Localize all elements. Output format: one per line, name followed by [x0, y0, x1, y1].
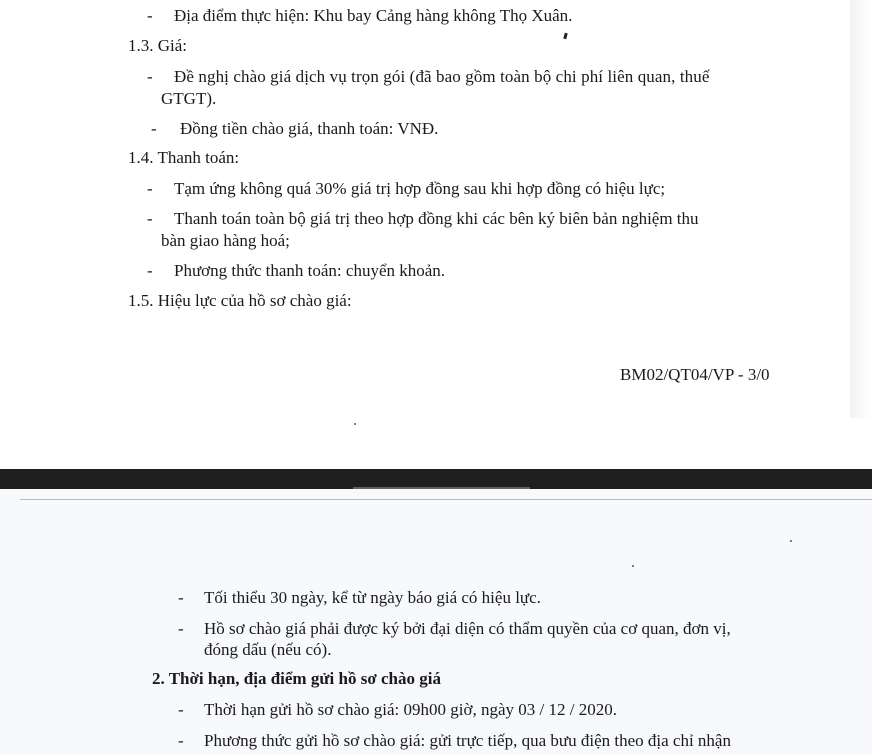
form-code-footer: BM02/QT04/VP - 3/0: [620, 365, 770, 384]
bullet-dash: -: [178, 619, 184, 638]
payment-item-2-cont: bàn giao hàng hoá;: [161, 231, 290, 250]
validity-item-2: Hồ sơ chào giá phải được ký bởi đại diện có thẩm quyền của cơ quan, đơn vị,: [204, 619, 731, 638]
price-item-2: Đồng tiền chào giá, thanh toán: VNĐ.: [180, 119, 439, 138]
section-heading-price: 1.3. Giá:: [128, 36, 188, 55]
bullet-dash: -: [147, 67, 153, 86]
payment-item-3: Phương thức thanh toán: chuyển khoản.: [174, 261, 446, 280]
section-heading-payment: 1.4. Thanh toán:: [128, 148, 240, 167]
price-item-1-cont: GTGT).: [161, 89, 217, 108]
bullet-dash: -: [178, 588, 184, 607]
scan-separator-bar: [0, 469, 872, 489]
bullet-dash: -: [178, 700, 184, 719]
section-heading-validity: 1.5. Hiệu lực của hồ sơ chào giá:: [128, 291, 352, 310]
validity-item-2-cont: đóng dấu (nếu có).: [204, 640, 332, 659]
page-gap: [0, 418, 872, 469]
scan-dot: [632, 565, 634, 567]
bullet-dash: -: [147, 179, 153, 198]
bullet-dash: -: [147, 209, 153, 228]
deadline-item: Thời hạn gửi hồ sơ chào giá: 09h00 giờ, ngày 03 / 12 / 2020.: [204, 700, 617, 719]
price-item-1: Đề nghị chào giá dịch vụ trọn gói (đã bao gồm toàn bộ chi phí liên quan, thuế: [174, 67, 710, 86]
venue-line: Địa điểm thực hiện: Khu bay Cảng hàng không Thọ Xuân.: [174, 6, 573, 25]
bullet-dash: -: [151, 119, 157, 138]
bullet-dash: -: [147, 6, 153, 25]
validity-item-1: Tối thiểu 30 ngày, kể từ ngày báo giá có hiệu lực.: [204, 588, 541, 607]
payment-item-2: Thanh toán toàn bộ giá trị theo hợp đồng khi các bên ký biên bản nghiệm thu: [174, 209, 699, 228]
payment-item-1: Tạm ứng không quá 30% giá trị hợp đồng sau khi hợp đồng có hiệu lực;: [174, 179, 666, 198]
section-heading-submission: 2. Thời hạn, địa điểm gửi hồ sơ chào giá: [152, 669, 441, 688]
submission-method-item: Phương thức gửi hồ sơ chào giá: gửi trực tiếp, qua bưu điện theo địa chỉ nhận: [204, 731, 731, 750]
bullet-dash: -: [147, 261, 153, 280]
page-1-edge-shadow: [850, 0, 872, 418]
scan-dot: [790, 540, 792, 542]
page-2-top-edge: [20, 499, 872, 500]
scan-dot: [354, 423, 356, 425]
bullet-dash: -: [178, 731, 184, 750]
